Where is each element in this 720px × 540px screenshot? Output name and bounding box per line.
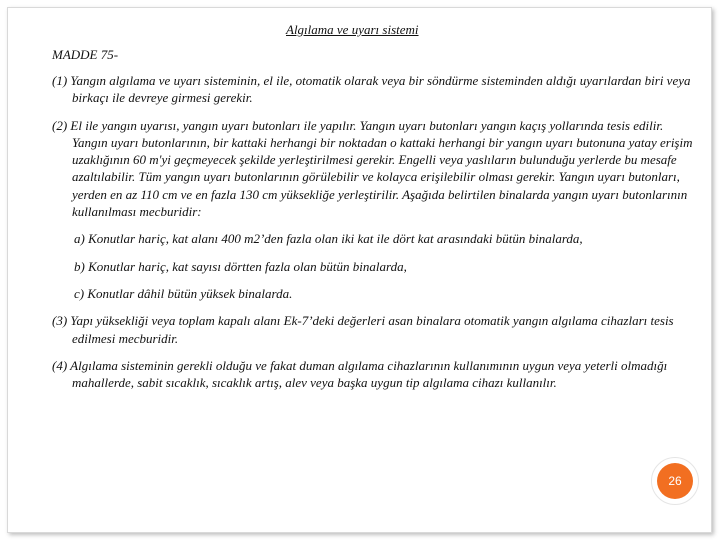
paragraph-3: (3) Yapı yüksekliği veya toplam kapalı alanı Ek-7’deki değerleri asan binalara otomatik yangın algılama cihazları tesis edilmesi mecburidir. [52, 313, 674, 346]
page-number: 26 [657, 463, 693, 499]
sub-item-a: a) Konutlar hariç, kat alanı 400 m2’den fazla olan iki kat ile dört kat arasındaki bütün binalarda, [74, 231, 583, 247]
paragraph-4: (4) Algılama sisteminin gerekli olduğu ve fakat duman algılama cihazlarının kullanımının uygun veya yeterli olmadığı mahallerde, sabit sıcaklık, sıcaklık artış, alev veya başka uygun tip algılama cihazı kullanılır. [52, 357, 668, 391]
sub-item-c: c) Konutlar dâhil bütün yüksek binalarda. [74, 285, 293, 301]
sub-item-b: b) Konutlar hariç, kat sayısı dörtten fazla olan bütün binalarda, [74, 258, 407, 274]
paragraph-2: (2) El ile yangın uyarısı, yangın uyarı butonları ile yapılır. Yangın uyarı butonları yangın kaçış yollarında tesis edilir. Yangın uyarı butonlarının, bir kattaki herhangi bir noktadan o kattaki herhangi bir yangın uyarı butonuna yatay erişim uzaklığının 60 m'yi geçmeyecek şekilde yerleştirilmesi gerekir. Engelli veya yaslıların bulunduğu yerlerde bu mesafe azaltılabilir. Tüm yangın uyarı butonlarının görülebilir ve kolayca erişilebilir olması gerekir. Yangın uyarı butonları, yerden en az 110 cm ve en fazla 130 cm yüksekliğe yerleştirilir. Aşağıda belirtilen binalarda yangın uyarı butonlarının kullanılması mecburidir: [52, 117, 693, 220]
paragraph-1: (1) Yangın algılama ve uyarı sisteminin, el ile, otomatik olarak veya bir söndürme sisteminden aldığı uyarılardan biri veya birkaçı ile devreye girmesi gerekir. [52, 73, 691, 106]
slide-body [52, 72, 700, 401]
slide-frame [7, 7, 712, 533]
slide-title: Algılama ve uyarı sistemi [286, 22, 419, 37]
page-number-badge [651, 457, 699, 505]
article-heading: MADDE 75- [52, 47, 119, 62]
